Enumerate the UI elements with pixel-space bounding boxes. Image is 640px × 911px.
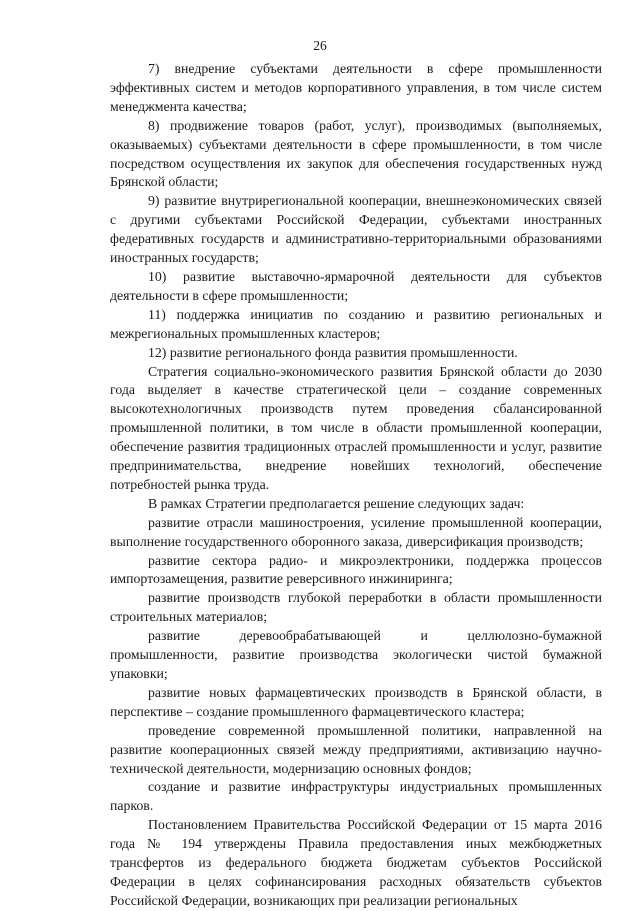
page-number: 26 — [313, 38, 327, 53]
task-industrial-parks: создание и развитие инфраструктуры индустриальных промышленных парков. — [110, 779, 602, 814]
paragraph-item-10: 10) развитие выставочно-ярмарочной деятельности для субъектов деятельности в сфере промышленности; — [110, 268, 602, 303]
document-body — [110, 60, 602, 911]
paragraph-item-8: 8) продвижение товаров (работ, услуг), производимых (выполняемых, оказываемых) субъектами деятельности в сфере промышленности, в том числе посредством осуществления их закупок для обеспечения государственных нужд Брянской области; — [110, 117, 602, 190]
task-industrial-policy: проведение современной промышленной политики, направленной на развитие кооперационных связей между предприятиями, активизацию научно-технической деятельности, модернизацию основных фондов; — [110, 722, 602, 776]
task-radio-electronics: развитие сектора радио- и микроэлектроники, поддержка процессов импортозамещения, развитие реверсивного инжиниринга; — [110, 552, 602, 587]
paragraph-strategy: Стратегия социально-экономического развития Брянской области до 2030 года выделяет в качестве стратегической цели – создание современных высокотехнологичных производств путем проведения сбалансированной промышленной политики, в том числе в области промышленной кооперации, обеспечение развития традиционных отраслей промышленности и услуг, развитие предпринимательства, внедрение новейших технологий, обеспечение потребностей рынка труда. — [110, 363, 602, 492]
task-wood-paper: развитие деревообрабатывающей и целлюлозно-бумажной промышленности, развитие производства экологически чистой бумажной упаковки; — [110, 628, 602, 681]
paragraph-item-11: 11) поддержка инициатив по созданию и развитию региональных и межрегиональных промышленных кластеров; — [110, 306, 602, 341]
paragraph-government-decree: Постановлением Правительства Российской Федерации от 15 марта 2016 года № 194 утверждены Правила предоставления иных межбюджетных трансфертов из федерального бюджета бюджетам субъектов Российской Федерации в целях софинансирования расходных обязательств субъектов Российской Федерации, возникающих при реализации региональных — [110, 817, 602, 908]
paragraph-item-7: 7) внедрение субъектами деятельности в сфере промышленности эффективных систем и методов корпоративного управления, в том числе систем менеджмента качества; — [110, 61, 602, 114]
paragraph-tasks-intro: В рамках Стратегии предполагается решение следующих задач: — [148, 495, 525, 511]
paragraph-item-12: 12) развитие регионального фонда развития промышленности. — [148, 344, 518, 360]
task-pharmaceutical: развитие новых фармацевтических производств в Брянской области, в перспективе – создание промышленного фармацевтического кластера; — [110, 684, 602, 719]
task-building-materials: развитие производств глубокой переработки в области промышленности строительных материалов; — [110, 590, 602, 625]
task-machine-building: развитие отрасли машиностроения, усиление промышленной кооперации, выполнение государственного оборонного заказа, диверсификация производств; — [110, 514, 602, 549]
paragraph-item-9: 9) развитие внутрирегиональной кооперации, внешнеэкономических связей с другими субъектами Российской Федерации, субъектами иностранных федеративных государств и административно-территориальными образованиями иностранных государств; — [110, 193, 602, 266]
